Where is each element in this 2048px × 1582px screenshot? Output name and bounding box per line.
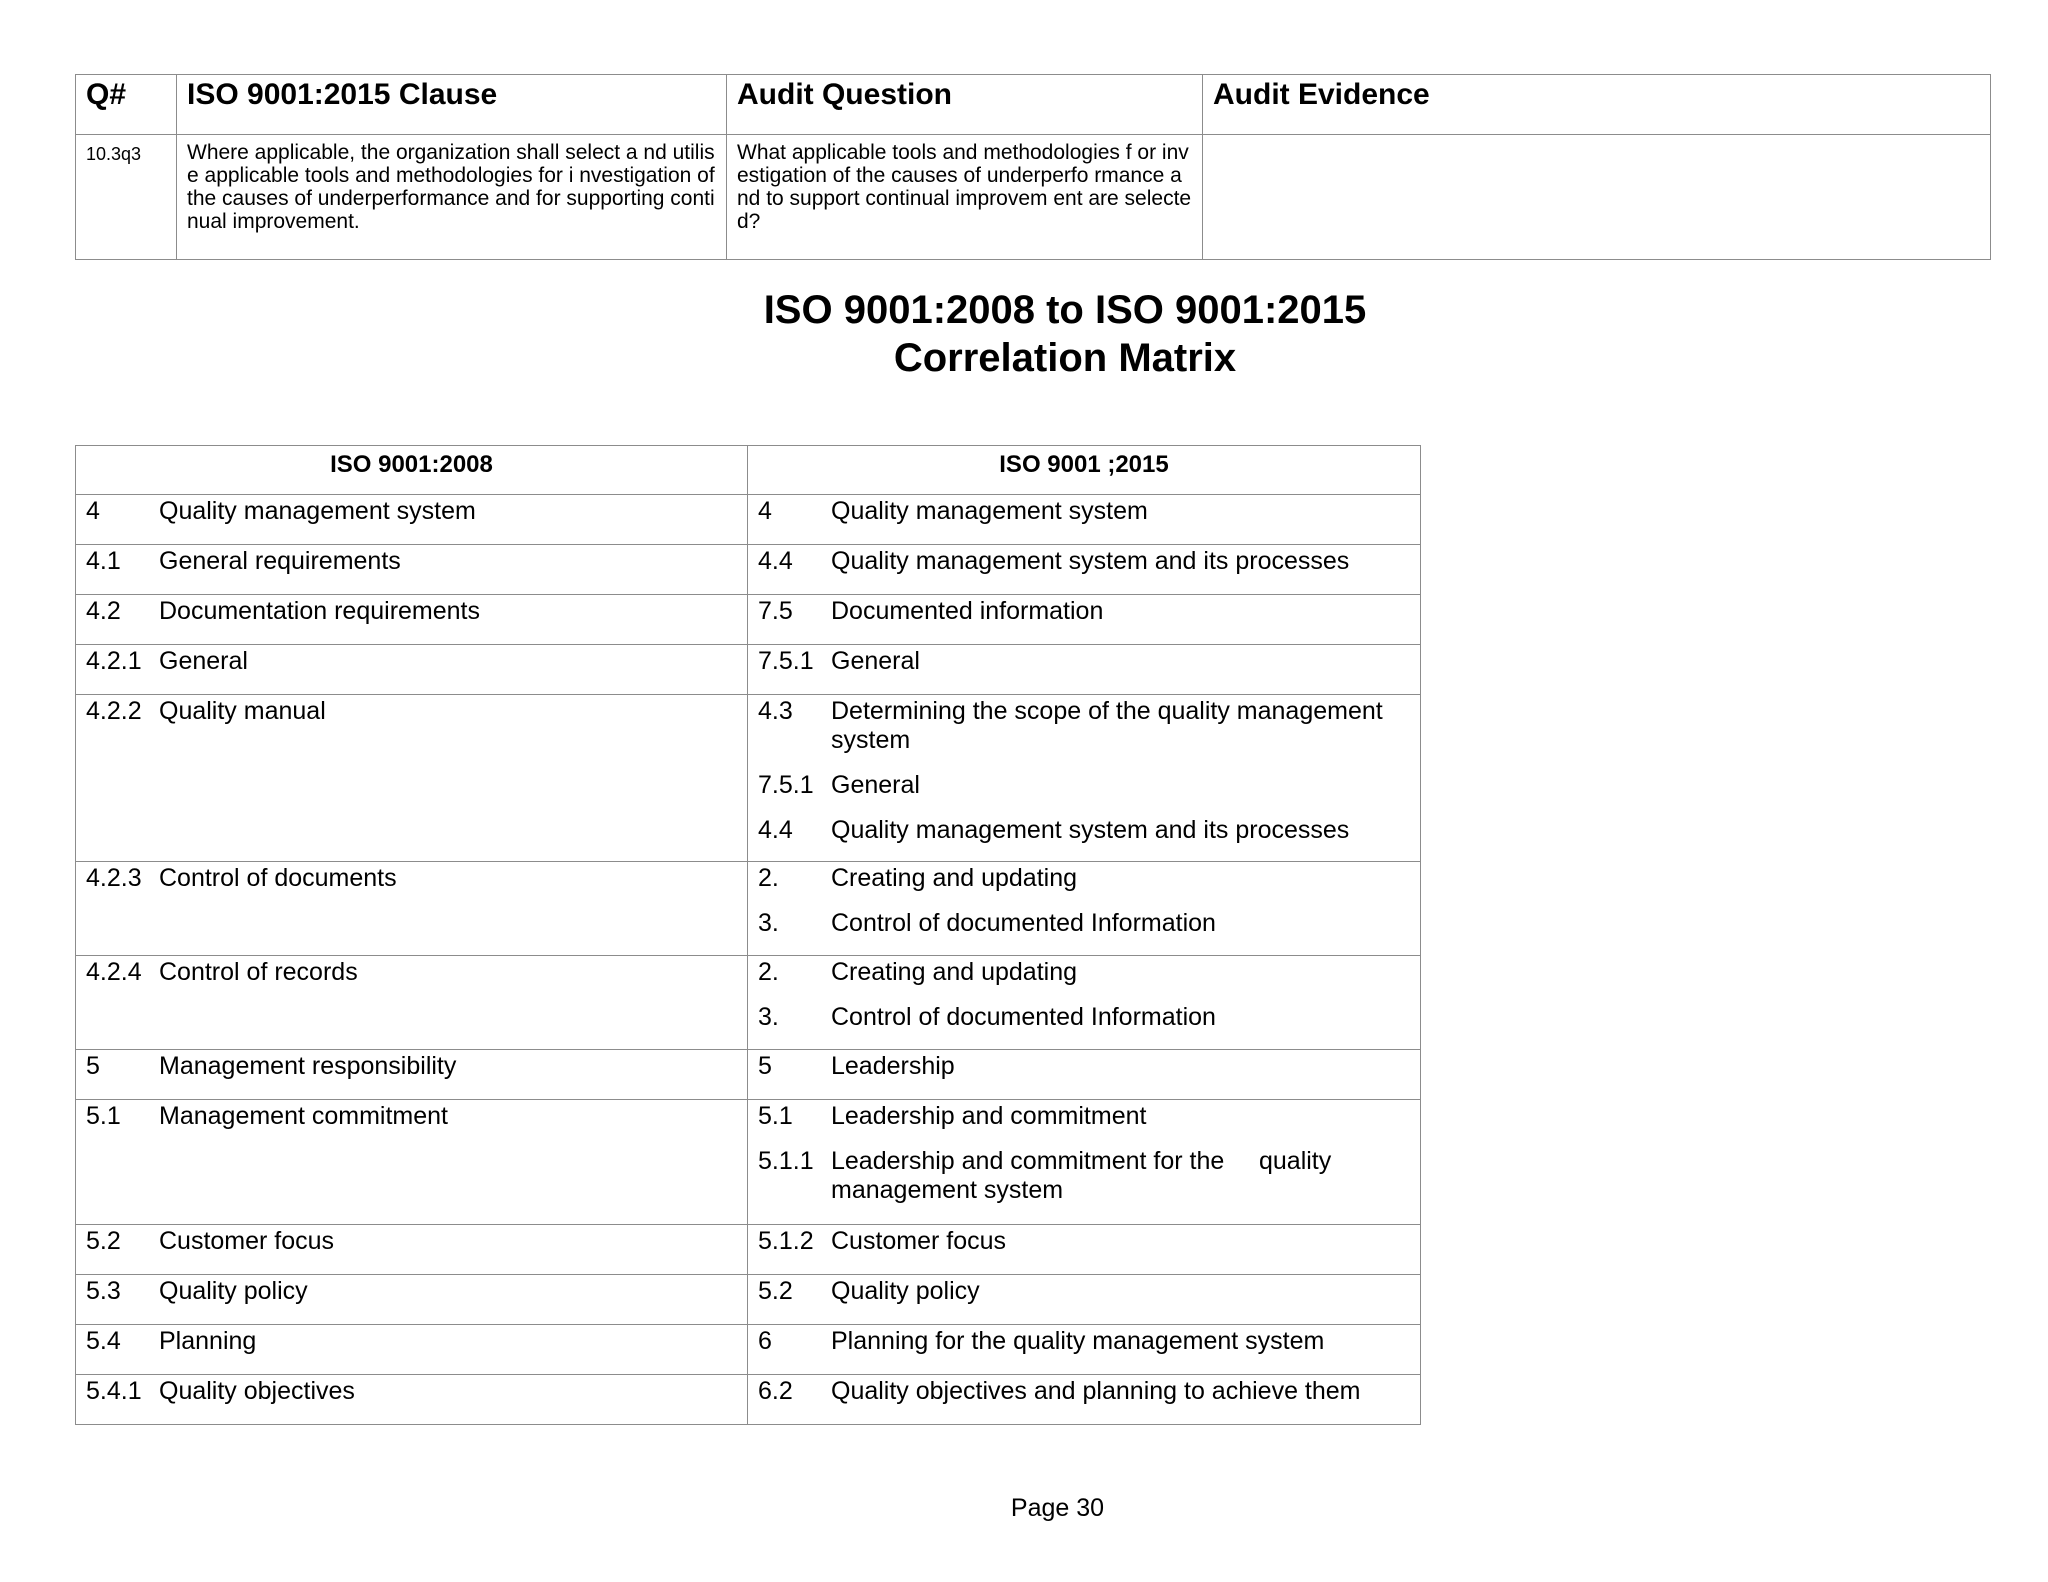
clause-number: 4.4: [758, 816, 793, 844]
matrix-cell-2008: [76, 1225, 748, 1275]
clause-number: 7.5.1: [758, 647, 814, 675]
matrix-cell-2015: [748, 1225, 1421, 1275]
clause-number: 6.2: [758, 1377, 793, 1405]
matrix-cell-2008: [76, 862, 748, 956]
clause-number: 3.: [758, 909, 779, 937]
matrix-header-row: [76, 446, 1421, 495]
clause-title: Planning: [159, 1327, 257, 1355]
correlation-matrix: [75, 445, 1421, 1425]
matrix-cell-2015: [748, 1325, 1421, 1375]
header-q-number: Q#: [76, 75, 177, 135]
matrix-row: [76, 862, 1421, 956]
matrix-row: [76, 1225, 1421, 1275]
matrix-cell-2008: [76, 695, 748, 862]
matrix-cell-2008: [76, 1375, 748, 1425]
matrix-cell-2008: [76, 956, 748, 1050]
matrix-cell-2008: [76, 1325, 748, 1375]
clause-title: Control of documented Information: [831, 909, 1216, 937]
clause-number: 5.2: [758, 1277, 793, 1305]
matrix-row: [76, 956, 1421, 1050]
clause-number: 4.2.4: [86, 958, 142, 986]
clause-title: Planning for the quality management system: [831, 1327, 1325, 1355]
clause-entry: [758, 956, 1410, 987]
matrix-cell-2008: [76, 1100, 748, 1225]
clause-number: 4.2.1: [86, 647, 142, 675]
matrix-header-2008: ISO 9001:2008: [76, 446, 748, 495]
clause-number: 4.2.2: [86, 697, 142, 725]
clause-title: Quality management system: [831, 497, 1148, 525]
clause-entry: [86, 545, 737, 576]
header-audit-evidence: Audit Evidence: [1203, 75, 1991, 135]
clause-number: 4: [758, 497, 772, 525]
clause-number: 4.3: [758, 697, 793, 725]
clause-number: 5.1: [86, 1102, 121, 1130]
question-number: 10.3q3: [76, 135, 177, 260]
clause-title: Quality management system and its processes: [831, 816, 1350, 844]
clause-title: Control of records: [159, 958, 358, 986]
clause-entry: [86, 956, 737, 987]
matrix-cell-2008: [76, 595, 748, 645]
clause-entry: [86, 1050, 737, 1081]
matrix-cell-2015: [748, 862, 1421, 956]
clause-title: Quality objectives and planning to achieve them: [831, 1377, 1361, 1405]
matrix-row: [76, 1325, 1421, 1375]
clause-text: Where applicable, the organization shall select a nd utilise applicable tools and methodologies for i nvestigation of the causes of underperformance and for supporting continual improvement.: [177, 135, 727, 260]
clause-title: Quality objectives: [159, 1377, 355, 1405]
matrix-cell-2015: [748, 1050, 1421, 1100]
clause-title: Control of documented Information: [831, 1003, 1216, 1031]
clause-title: Determining the scope of the quality management system: [831, 697, 1390, 754]
clause-title: Leadership and commitment for the quality management system: [831, 1147, 1339, 1204]
audit-table: [75, 74, 1991, 260]
clause-entry: [86, 1325, 737, 1356]
clause-entry: [86, 862, 737, 893]
audit-table-header-row: [76, 75, 1991, 135]
matrix-row: [76, 545, 1421, 595]
clause-title: General: [831, 647, 920, 675]
clause-number: 5.1.2: [758, 1227, 814, 1255]
matrix-cell-2015: [748, 595, 1421, 645]
matrix-row: [76, 645, 1421, 695]
clause-number: 4.2: [86, 597, 121, 625]
matrix-row: [76, 495, 1421, 545]
title-line-2: Correlation Matrix: [893, 336, 1237, 380]
clause-number: 4.1: [86, 547, 121, 575]
matrix-cell-2015: [748, 956, 1421, 1050]
clause-entry: [758, 907, 1410, 938]
clause-title: Quality policy: [831, 1277, 980, 1305]
clause-entry: [758, 695, 1410, 755]
clause-title: Quality policy: [159, 1277, 308, 1305]
clause-entry: [86, 495, 737, 526]
clause-entry: [86, 695, 737, 726]
clause-number: 7.5.1: [758, 771, 814, 799]
matrix-cell-2015: [748, 695, 1421, 862]
clause-entry: [86, 1375, 737, 1406]
clause-entry: [758, 1325, 1410, 1356]
clause-entry: [758, 1375, 1410, 1406]
matrix-cell-2015: [748, 1275, 1421, 1325]
clause-entry: [758, 1100, 1410, 1131]
matrix-cell-2008: [76, 545, 748, 595]
clause-title: Quality management system and its processes: [831, 547, 1350, 575]
clause-number: 4.4: [758, 547, 793, 575]
clause-title: General: [159, 647, 248, 675]
matrix-row: [76, 1100, 1421, 1225]
matrix-row: [76, 1275, 1421, 1325]
page-number: Page 30: [1010, 1494, 1105, 1522]
clause-entry: [758, 862, 1410, 893]
clause-entry: [758, 1275, 1410, 1306]
matrix-cell-2015: [748, 495, 1421, 545]
clause-number: 5: [758, 1052, 772, 1080]
clause-entry: [758, 769, 1410, 800]
clause-title: Leadership and commitment: [831, 1102, 1147, 1130]
clause-title: Customer focus: [831, 1227, 1007, 1255]
clause-title: Customer focus: [159, 1227, 335, 1255]
header-audit-question: Audit Question: [727, 75, 1203, 135]
header-clause: ISO 9001:2015 Clause: [177, 75, 727, 135]
clause-entry: [758, 1145, 1410, 1205]
clause-title: Creating and updating: [831, 864, 1078, 892]
matrix-cell-2008: [76, 645, 748, 695]
clause-title: Documented information: [831, 597, 1104, 625]
matrix-row: [76, 595, 1421, 645]
matrix-row: [76, 695, 1421, 862]
matrix-header-2015: ISO 9001 ;2015: [748, 446, 1421, 495]
clause-number: 5: [86, 1052, 100, 1080]
clause-title: Management commitment: [159, 1102, 449, 1130]
clause-entry: [86, 595, 737, 626]
clause-entry: [758, 595, 1410, 626]
matrix-cell-2015: [748, 645, 1421, 695]
audit-evidence-cell[interactable]: [1203, 135, 1991, 260]
clause-title: Creating and updating: [831, 958, 1078, 986]
clause-entry: [758, 645, 1410, 676]
clause-number: 5.1.1: [758, 1147, 814, 1175]
matrix-row: [76, 1375, 1421, 1425]
matrix-cell-2008: [76, 1275, 748, 1325]
title-line-1: ISO 9001:2008 to ISO 9001:2015: [763, 288, 1367, 332]
clause-number: 4: [86, 497, 100, 525]
clause-title: General: [831, 771, 920, 799]
clause-number: 3.: [758, 1003, 779, 1031]
clause-entry: [758, 545, 1410, 576]
clause-number: 5.3: [86, 1277, 121, 1305]
clause-title: Management responsibility: [159, 1052, 457, 1080]
clause-title: Quality management system: [159, 497, 476, 525]
matrix-cell-2015: [748, 1100, 1421, 1225]
audit-table-row: [76, 135, 1991, 260]
clause-entry: [758, 1001, 1410, 1032]
clause-number: 4.2.3: [86, 864, 142, 892]
clause-number: 5.1: [758, 1102, 793, 1130]
clause-number: 5.4: [86, 1327, 121, 1355]
clause-entry: [758, 1225, 1410, 1256]
clause-number: 6: [758, 1327, 772, 1355]
matrix-body: [76, 495, 1421, 1425]
clause-number: 7.5: [758, 597, 793, 625]
clause-entry: [758, 1050, 1410, 1081]
clause-title: Quality manual: [159, 697, 326, 725]
clause-title: Control of documents: [159, 864, 397, 892]
clause-entry: [86, 1275, 737, 1306]
page-title: [560, 286, 1570, 382]
clause-title: General requirements: [159, 547, 401, 575]
clause-entry: [758, 814, 1410, 845]
clause-entry: [86, 1100, 737, 1131]
clause-entry: [86, 645, 737, 676]
audit-question-text: What applicable tools and methodologies f or investigation of the causes of underperfo rmance and to support continual improvem ent are selected?: [727, 135, 1203, 260]
matrix-cell-2015: [748, 545, 1421, 595]
matrix-row: [76, 1050, 1421, 1100]
clause-title: Documentation requirements: [159, 597, 480, 625]
matrix-cell-2008: [76, 1050, 748, 1100]
matrix-cell-2015: [748, 1375, 1421, 1425]
clause-entry: [758, 495, 1410, 526]
clause-number: 2.: [758, 958, 779, 986]
clause-entry: [86, 1225, 737, 1256]
clause-title: Leadership: [831, 1052, 955, 1080]
clause-number: 5.4.1: [86, 1377, 142, 1405]
clause-number: 5.2: [86, 1227, 121, 1255]
clause-number: 2.: [758, 864, 779, 892]
matrix-cell-2008: [76, 495, 748, 545]
